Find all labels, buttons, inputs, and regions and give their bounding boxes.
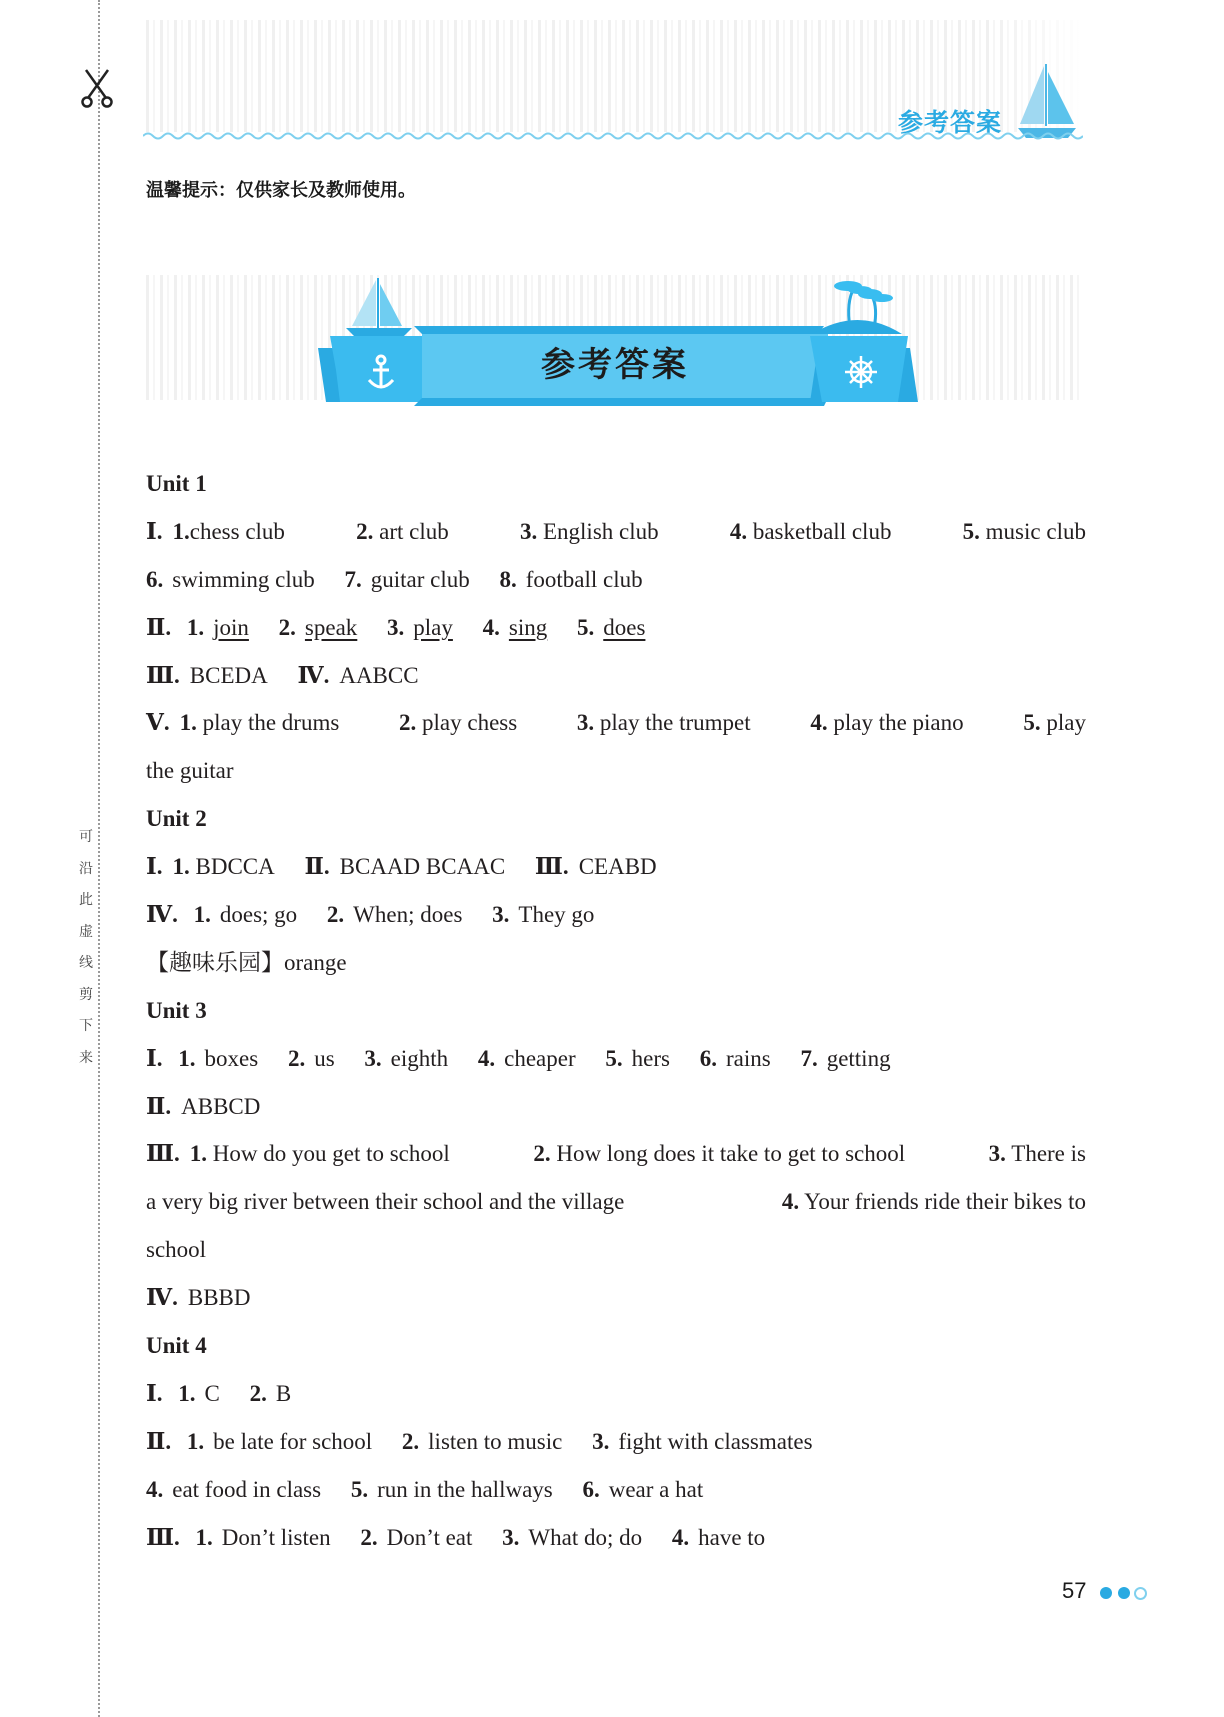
unit-heading: Unit 2 bbox=[146, 806, 207, 832]
answer-item: 2. How long does it take to get to school bbox=[533, 1141, 906, 1167]
answer-item: 1. Don’t listen bbox=[195, 1524, 331, 1550]
cut-line bbox=[98, 0, 100, 1717]
answer-line: school bbox=[146, 1237, 207, 1263]
answer-item: 4. sing bbox=[482, 614, 548, 640]
answer-item: 3. English club bbox=[519, 518, 659, 544]
answer-item: Ⅲ. 1. How do you get to school bbox=[146, 1141, 450, 1167]
answer-item: 3. They go bbox=[492, 902, 595, 928]
answer-item: 3. What do; do bbox=[502, 1524, 643, 1550]
answer-item: 3. eighth bbox=[364, 1045, 449, 1071]
notice-text: 温馨提示：仅供家长及教师使用。 bbox=[146, 180, 416, 201]
answer-item: 7. getting bbox=[800, 1045, 891, 1071]
answer-item: 2. speak bbox=[278, 614, 358, 640]
answer-item: 2. listen to music bbox=[401, 1428, 563, 1454]
answer-line: 【趣味乐园】orange bbox=[146, 949, 347, 975]
answer-line: a very big river between their school and the village 4. Your friends ride their bikes to bbox=[146, 1178, 1086, 1226]
answer-item: 5. run in the hallways bbox=[350, 1476, 553, 1502]
answer-line: the guitar bbox=[146, 758, 234, 784]
page-dot-icon bbox=[1100, 1587, 1112, 1599]
answer-item: 2. B bbox=[249, 1380, 292, 1406]
answer-line bbox=[146, 508, 1086, 556]
answer-line bbox=[146, 556, 1086, 604]
answer-line: Ⅲ. BCEDA Ⅳ. AABCC bbox=[146, 662, 419, 688]
answer-item: 4. play the piano bbox=[810, 710, 964, 736]
header-wave-line bbox=[143, 130, 1083, 142]
unit-heading: Unit 3 bbox=[146, 997, 207, 1023]
answer-line: Ⅱ. 1. join 2. speak 3. play 4. sing 5. does bbox=[146, 604, 1086, 652]
page-dot-icon bbox=[1134, 1587, 1147, 1600]
answer-item: 1. join bbox=[186, 614, 249, 640]
answer-item: 6. rains bbox=[699, 1045, 771, 1071]
answer-item: 1. be late for school bbox=[186, 1428, 373, 1454]
answer-content bbox=[146, 460, 1086, 1561]
answer-line: Ⅱ. ABBCD bbox=[146, 1093, 261, 1119]
unit-heading: Unit 1 bbox=[146, 471, 207, 496]
answer-item: 4. have to bbox=[671, 1524, 766, 1550]
banner-title: 参考答案 bbox=[541, 345, 689, 385]
answer-line: Ⅲ. 1. Don’t listen 2. Don’t eat 3. What do; do 4. have to bbox=[146, 1514, 1086, 1562]
cut-hint: 可 沿 此 虚 线 剪 下 来 bbox=[79, 829, 93, 1066]
header-label: 参考答案 bbox=[898, 108, 1003, 137]
answer-item: 3. There is bbox=[988, 1141, 1086, 1167]
answer-line: Ⅱ. 1. be late for school 2. listen to music 3. fight with classmates bbox=[146, 1418, 1086, 1466]
unit-heading: Unit 4 bbox=[146, 1333, 207, 1359]
answer-item: 3. play bbox=[387, 614, 453, 640]
answer-line bbox=[146, 699, 1086, 747]
answer-line: Ⅰ. 1. C 2. B bbox=[146, 1370, 1086, 1418]
answer-item: 3. play the trumpet bbox=[576, 710, 751, 736]
scissors-icon bbox=[80, 68, 116, 108]
answer-item: 4. eat food in class bbox=[146, 1476, 322, 1502]
answer-item: 1. C bbox=[178, 1380, 220, 1406]
answer-line: Ⅳ. BBBD bbox=[146, 1285, 251, 1311]
answer-item: 2. When; does bbox=[326, 902, 463, 928]
answer-item: 1. does; go bbox=[193, 902, 298, 928]
answer-item: 2. us bbox=[287, 1045, 335, 1071]
answer-item: 4. Your friends ride their bikes to bbox=[781, 1189, 1086, 1215]
answer-item: 3. fight with classmates bbox=[592, 1428, 813, 1454]
answer-item: 6. wear a hat bbox=[582, 1476, 704, 1502]
answer-item: 4. basketball club bbox=[729, 518, 892, 544]
answer-item: 8. football club bbox=[499, 566, 643, 592]
answer-line bbox=[146, 1466, 1086, 1514]
answer-item: 2. art club bbox=[356, 518, 449, 544]
answer-line: Ⅳ. 1. does; go 2. When; does 3. They go bbox=[146, 891, 1086, 939]
answer-line: Ⅰ. 1. boxes 2. us 3. eighth 4. cheaper 5. hers 6. rains 7. getting bbox=[146, 1035, 1086, 1083]
answer-item: Ⅰ. 1.chess club bbox=[146, 518, 285, 544]
answer-line: Ⅰ. 1. BDCCA Ⅱ. BCAAD BCAAC Ⅲ. CEABD bbox=[146, 854, 657, 880]
page-dot-icon bbox=[1118, 1587, 1130, 1599]
answer-item: 5. hers bbox=[605, 1045, 670, 1071]
answer-item: 5. music club bbox=[962, 518, 1086, 544]
answer-item: Ⅴ. 1. play the drums bbox=[146, 710, 340, 736]
answer-item: 5. play bbox=[1023, 710, 1086, 736]
answer-item: 2. play chess bbox=[399, 710, 518, 736]
answer-item: 7. guitar club bbox=[344, 566, 470, 592]
page-number: 57 bbox=[1062, 1578, 1087, 1603]
answer-line bbox=[146, 1130, 1086, 1178]
answer-item: 5. does bbox=[577, 614, 646, 640]
answer-item: 2. Don’t eat bbox=[360, 1524, 473, 1550]
answer-item: 6. swimming club bbox=[146, 566, 315, 592]
answer-item: 4. cheaper bbox=[477, 1045, 576, 1071]
answer-item: 1. boxes bbox=[178, 1045, 259, 1071]
